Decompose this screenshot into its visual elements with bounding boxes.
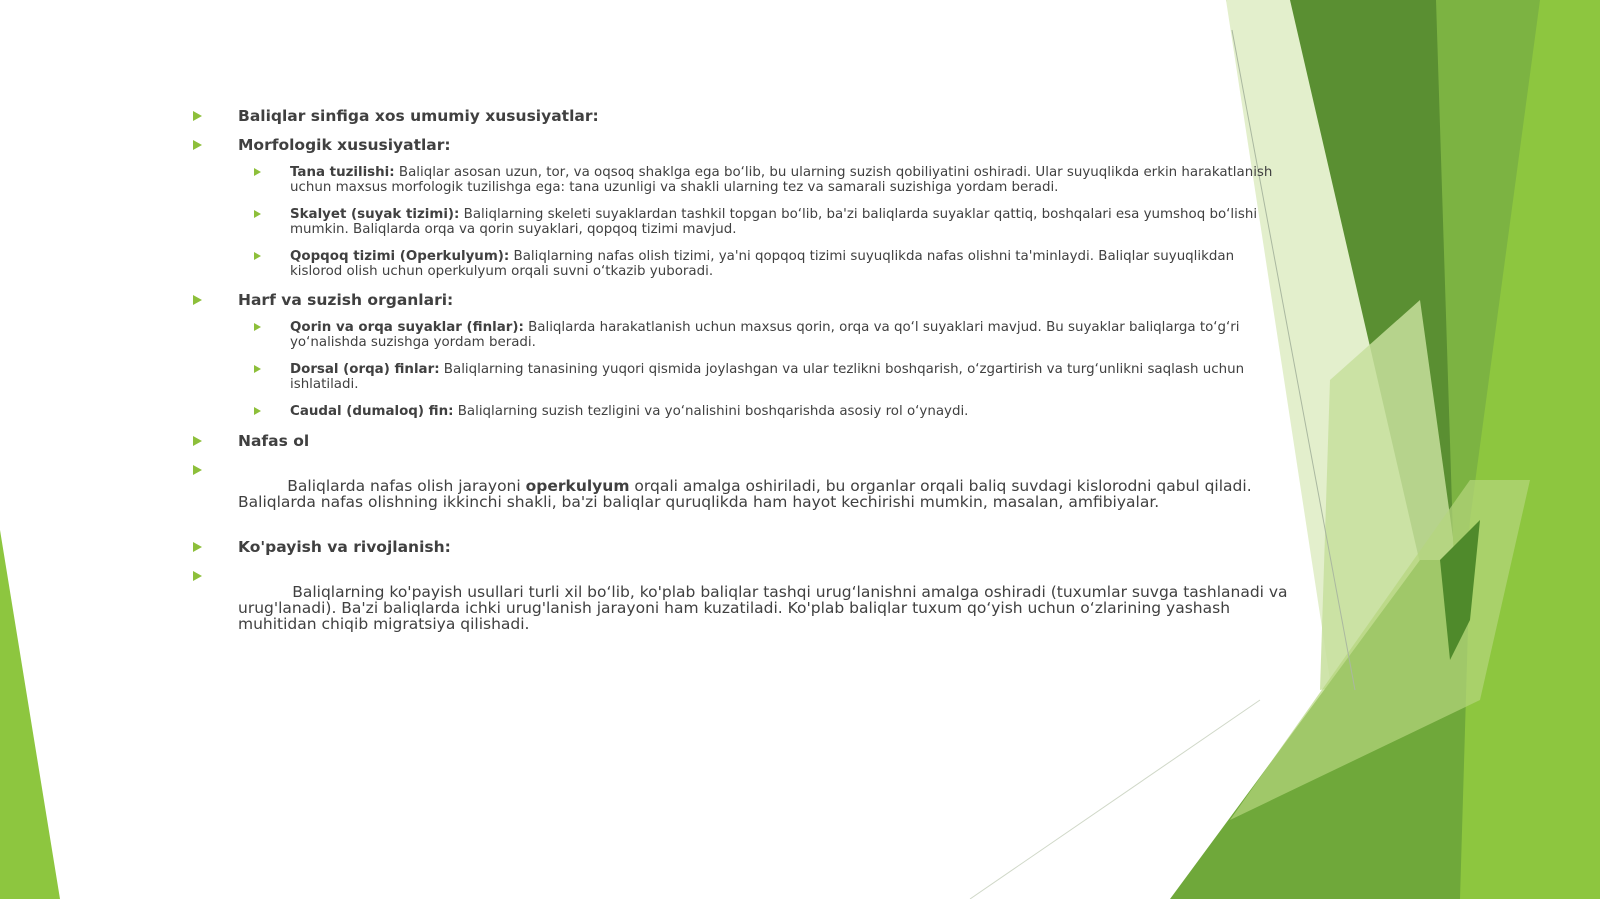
bullet-arrow-icon [254,252,261,260]
heading-text: Morfologik xususiyatlar: [238,136,451,154]
sub-bullet-qorin [190,321,1290,350]
term-label: Caudal (dumaloq) fin: [290,404,454,419]
term-label: Qopqoq tizimi (Operkulyum): [290,249,510,264]
bullet-harf [190,292,1290,308]
bullet-arrow-icon [193,140,202,150]
bullet-arrow-icon [193,111,202,121]
paragraph-text-end: orqali amalga oshiriladi, bu organlar orqali baliq suvdagi kislorodni qabul qiladi. Baliqlarda nafas olishning ikkinchi shakli, ba'zi baliqlar quruqlikda ham hayot kechirishi mumkin, masalan, amfibiyalar. [238,476,1257,511]
paragraph-text-start: Baliqlarda nafas olish jarayoni [267,476,526,495]
term-description: Baliqlarning nafas olish tizimi, ya'ni qopqoq tizimi suyuqlikda nafas olishni ta'minlaydi. Baliqlar suyuqlikdan kislorod olish uchun operkulyum orqali suvni o‘tkazib yuboradi. [290,249,1235,279]
bullet-arrow-icon [254,323,261,331]
term-description: Baliqlarning tanasining yuqori qismida joylashgan va ular tezlikni boshqarish, o‘zgartirish va turg‘unlikni saqlash uchun ishlatiladi. [290,362,1245,392]
term-description: Baliqlarning skeleti suyaklardan tashkil topgan bo‘lib, ba'zi baliqlarda suyaklar qattiq, boshqalari esa yumshoq bo‘lishi mumkin. Baliqlarda orqa va qorin suyaklari, qopqoq tizimi mavjud. [290,207,1258,237]
sub-bullet-qopqoq [190,250,1290,279]
term-description: Baliqlar asosan uzun, tor, va oqsoq shaklga ega bo‘lib, bu ularning suzish qobiliyatini oshiradi. Ular suyuqlikda erkin harakatlanish uchun maxsus morfologik tuzilishga ega: tana uzunligi va shakli ularning tez va samarali suzishiga yordam beradi. [290,165,1273,195]
bullet-arrow-icon [193,542,202,552]
slide-content [190,107,1293,661]
bullet-main-heading [190,108,1290,124]
term-label: Skalyet (suyak tizimi): [290,207,460,222]
bullet-arrow-icon [193,465,202,475]
term-label: Qorin va orqa suyaklar (finlar): [290,320,524,335]
term-label: Tana tuzilishi: [290,165,395,180]
bullet-arrow-icon [254,407,261,415]
paragraph-text: Baliqlarning ko'payish usullari turli xil bo‘lib, ko'plab baliqlar tashqi urug‘lanishni amalga oshiradi (tuxumlar suvga tashlanadi va urug'lanadi). Ba'zi baliqlarda ichki urug'lanish jarayoni ham kuzatiladi. Ko'plab baliqlar tuxum qo‘yish uchun o‘zlarining yashash muhitidan chiqib migratsiya qilishadi. [238,582,1293,633]
term-description: Baliqlarning suzish tezligini va yo‘nalishini boshqarishda asosiy rol o‘ynaydi. [453,404,969,419]
term-label: Dorsal (orqa) finlar: [290,362,440,377]
bullet-arrow-icon [254,210,261,218]
paragraph-bold-term: operkulyum [525,476,630,495]
bullet-morfologik [190,137,1290,153]
bullet-nafas [190,433,1290,449]
bullet-nafas-paragraph [190,462,1290,526]
bullet-arrow-icon [193,436,202,446]
bullet-arrow-icon [193,295,202,305]
heading-text: Harf va suzish organlari: [238,291,454,309]
left-green-shape [0,530,60,899]
sub-bullet-skalyet [190,208,1290,237]
heading-text: Ko'payish va rivojlanish: [238,537,451,556]
bullet-arrow-icon [254,168,261,176]
bullet-arrow-icon [254,365,261,373]
bullet-kopayish [190,539,1290,555]
bullet-arrow-icon [193,571,202,581]
heading-text: Nafas ol [238,431,310,450]
sub-bullet-dorsal [190,363,1290,392]
heading-text: Baliqlar sinfiga xos umumiy xususiyatlar: [238,107,599,125]
term-description: Baliqlarda harakatlanish uchun maxsus qorin, orqa va qo‘l suyaklari mavjud. Bu suyaklar baliqlarga to‘g‘ri yo‘nalishda suzishga yordam beradi. [290,320,1240,350]
sub-bullet-caudal [190,405,1290,420]
sub-bullet-tana [190,166,1290,195]
bullet-kopayish-paragraph [190,568,1293,648]
